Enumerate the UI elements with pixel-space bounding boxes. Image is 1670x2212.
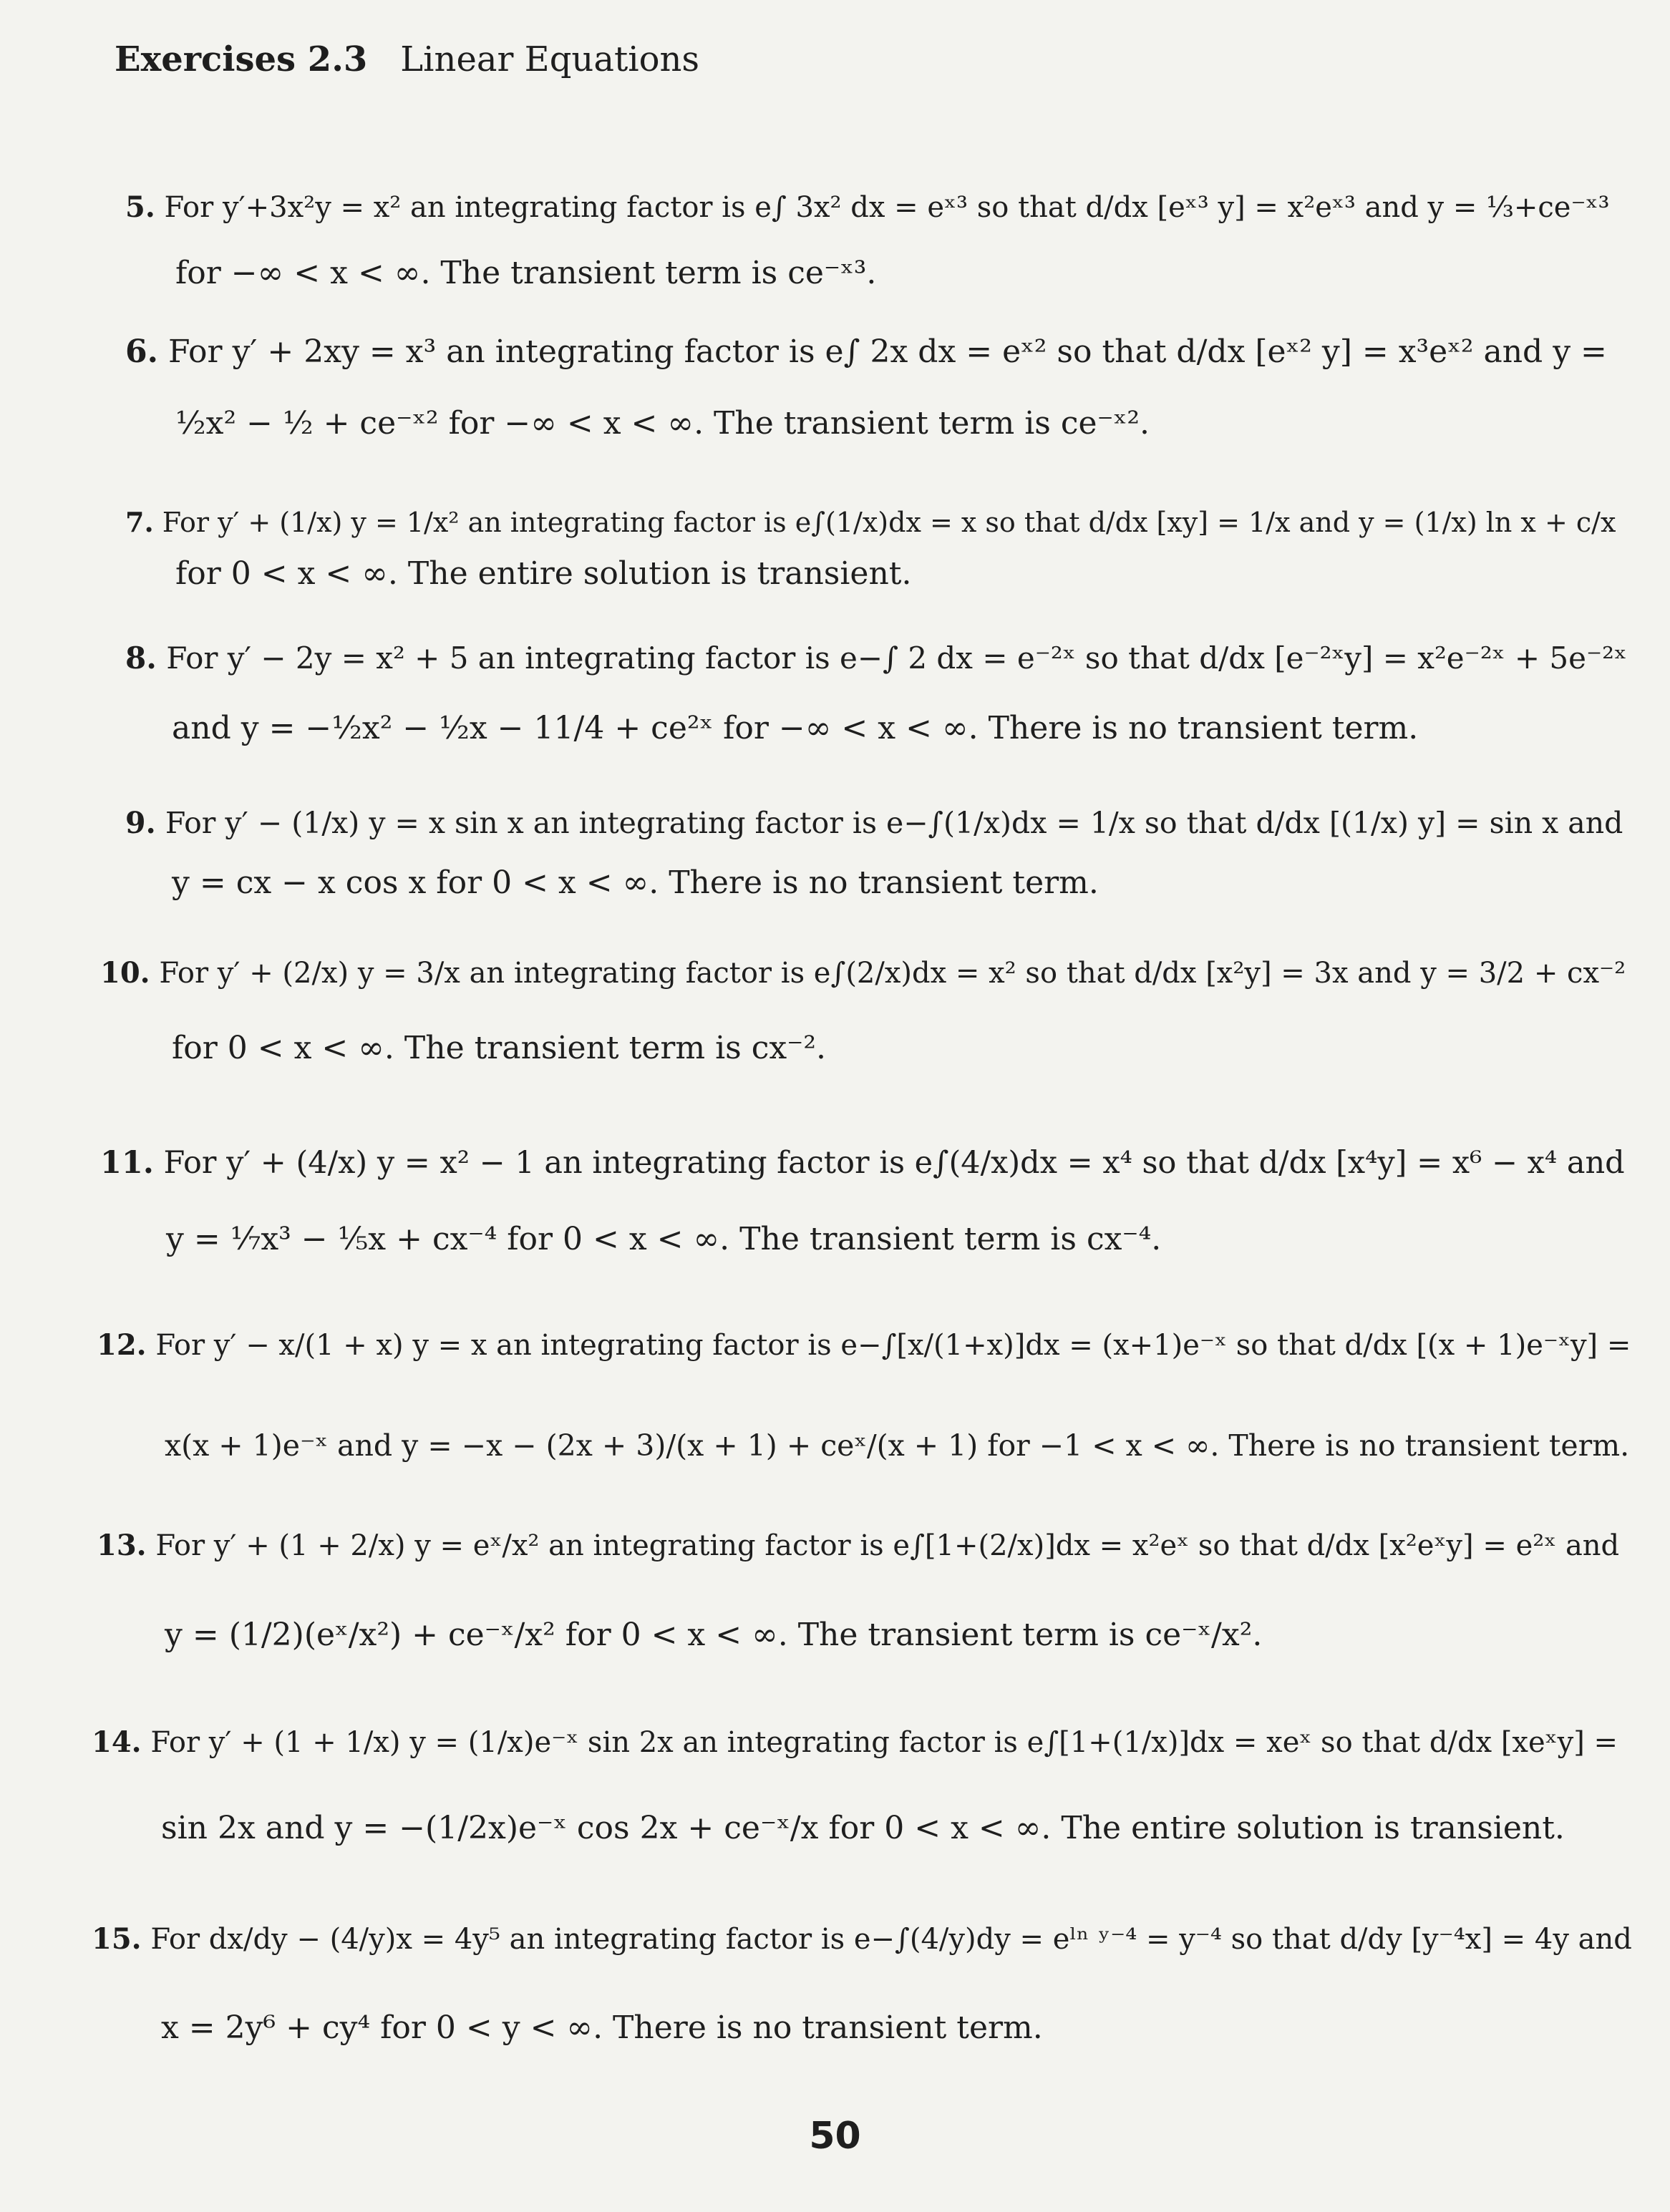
exercise-line-2: sin 2x and y = −(1/2x)e⁻ˣ cos 2x + ce⁻ˣ/x for 0 < x < ∞. The entire solution is transient. bbox=[161, 1810, 1565, 1846]
exercise-number: 13. bbox=[97, 1529, 147, 1562]
exercise-number: 5. bbox=[125, 190, 155, 224]
exercise-line-2: for −∞ < x < ∞. The transient term is ce⁻ˣ³. bbox=[175, 255, 877, 291]
exercise-line-2: y = cx − x cos x for 0 < x < ∞. There is no transient term. bbox=[172, 864, 1099, 901]
exercise-line-1: For y′ + (4/x) y = x² − 1 an integrating factor is e∫(4/x)dx = x⁴ so that d/dx [x⁴y] = x⁶ − x⁴ and bbox=[163, 1145, 1625, 1181]
exercise-line-1: For y′ − 2y = x² + 5 an integrating factor is e−∫ 2 dx = e⁻²ˣ so that d/dx [e⁻²ˣy] = x²e⁻²ˣ + 5e⁻²ˣ bbox=[166, 640, 1627, 676]
exercise-line-1: For y′ + (1/x) y = 1/x² an integrating factor is e∫(1/x)dx = x so that d/dx [xy] = 1/x and y = (1/x) ln x + c/x bbox=[162, 507, 1616, 538]
exercise-line-1: For y′ − (1/x) y = x sin x an integrating factor is e−∫(1/x)dx = 1/x so that d/dx [(1/x) y] = sin x and bbox=[165, 806, 1623, 840]
exercise-line-1: For y′ − x/(1 + x) y = x an integrating factor is e−∫[x/(1+x)]dx = (x+1)e⁻ˣ so that d/dx [(x + 1)e⁻ˣy] = bbox=[155, 1329, 1631, 1362]
exercise-number: 7. bbox=[125, 506, 154, 538]
exercise-number: 11. bbox=[100, 1145, 154, 1181]
exercise-line-2: x = 2y⁶ + cy⁴ for 0 < y < ∞. There is no transient term. bbox=[161, 2009, 1043, 2046]
exercise-number: 12. bbox=[97, 1328, 147, 1362]
exercise-line-2: and y = −½x² − ½x − 11/4 + ce²ˣ for −∞ < x < ∞. There is no transient term. bbox=[172, 710, 1419, 746]
exercise-line-2: for 0 < x < ∞. The transient term is cx⁻². bbox=[172, 1030, 827, 1066]
exercise-line-2: for 0 < x < ∞. The entire solution is transient. bbox=[175, 555, 912, 592]
section-number: Exercises 2.3 bbox=[115, 39, 368, 79]
exercise-line-2: ½x² − ½ + ce⁻ˣ² for −∞ < x < ∞. The transient term is ce⁻ˣ². bbox=[175, 405, 1150, 442]
exercise-line-1: For y′ + (1 + 2/x) y = eˣ/x² an integrating factor is e∫[1+(2/x)]dx = x²eˣ so that d/dx [x²eˣy] = e²ˣ and bbox=[155, 1529, 1620, 1562]
page-number: 50 bbox=[809, 2115, 861, 2158]
exercise-line-2: x(x + 1)e⁻ˣ and y = −x − (2x + 3)/(x + 1) + ceˣ/(x + 1) for −1 < x < ∞. There is no transient term. bbox=[165, 1428, 1630, 1463]
exercise-number: 8. bbox=[125, 640, 157, 676]
exercise-line-1: For dx/dy − (4/y)x = 4y⁵ an integrating factor is e−∫(4/y)dy = eˡⁿ ʸ⁻⁴ = y⁻⁴ so that d/dy [y⁻⁴x] = 4y and bbox=[150, 1923, 1632, 1956]
exercise-line-1: For y′+3x²y = x² an integrating factor is e∫ 3x² dx = eˣ³ so that d/dx [eˣ³ y] = x²eˣ³ and y = ⅓+ce⁻ˣ³ bbox=[164, 191, 1610, 224]
exercise-line-2: y = ⅐x³ − ⅕x + cx⁻⁴ for 0 < x < ∞. The transient term is cx⁻⁴. bbox=[166, 1221, 1162, 1257]
section-title: Linear Equations bbox=[400, 39, 700, 79]
exercise-line-1: For y′ + 2xy = x³ an integrating factor is e∫ 2x dx = eˣ² so that d/dx [eˣ² y] = x³eˣ² and y = bbox=[168, 333, 1607, 370]
page-header bbox=[115, 39, 699, 79]
exercise-line-1: For y′ + (2/x) y = 3/x an integrating factor is e∫(2/x)dx = x² so that d/dx [x²y] = 3x and y = 3/2 + cx⁻² bbox=[159, 957, 1626, 990]
exercise-line-2: y = (1/2)(eˣ/x²) + ce⁻ˣ/x² for 0 < x < ∞. The transient term is ce⁻ˣ/x². bbox=[165, 1617, 1263, 1653]
exercise-number: 15. bbox=[92, 1922, 142, 1956]
exercise-number: 9. bbox=[125, 806, 156, 840]
exercise-number: 6. bbox=[125, 333, 158, 370]
exercise-number: 10. bbox=[100, 956, 150, 990]
exercise-number: 14. bbox=[92, 1725, 142, 1759]
exercise-line-1: For y′ + (1 + 1/x) y = (1/x)e⁻ˣ sin 2x an integrating factor is e∫[1+(1/x)]dx = xeˣ so that d/dx [xeˣy] = bbox=[150, 1726, 1618, 1759]
